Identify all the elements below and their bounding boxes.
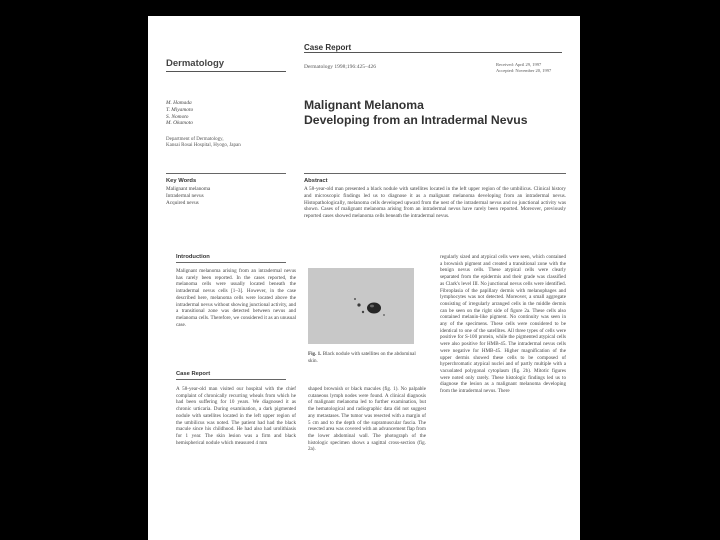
journal-rule [166, 71, 286, 72]
citation: Dermatology 1998;196:425–426 [304, 64, 376, 70]
introduction-heading: Introduction [176, 254, 210, 260]
column-2-text: shaped brownish or black macules (fig. 1). No palpable cutaneous lymph nodes were found. A clinical diagnosis of malignant melanoma led to further examination, but the hematological and radiographic data did not suggest any metastases. The tumor was resected with a margin of 5 cm and to the depth of the supramuscular fascia. The resected area was covered with an advancement flap from the lower abdominal wall. The photograph of the histologic specimen shows a sagittal cross-section (fig. 2a). [308, 386, 426, 453]
journal-name: Dermatology [166, 58, 225, 69]
authors [166, 100, 193, 127]
title-line: Developing from an Intradermal Nevus [304, 112, 528, 127]
affiliation [166, 137, 241, 149]
abstract-text: A 58-year-old man presented a black nodule with satellites located in the left upper region of the umbilicus. Clinical history and microscopic findings led us to diagnose it as a malignant melanoma developing from an intradermal nevus. Histopathologically, melanoma cells developed upward from the nest of the intradermal nevus and no junctional activity was shown. Cases of malignant melanoma arising from an intradermal nevus have rarely been reported. Moreover, previously reported cases showed melanoma cells beneath the intradermal nevus. [304, 186, 566, 220]
keyword: Malignant melanoma [166, 186, 211, 192]
keywords-rule [166, 173, 286, 174]
introduction-rule [176, 262, 286, 263]
keyword: Intradermal nevus [166, 192, 204, 199]
accepted-date: Accepted: November 20, 1997 [496, 67, 552, 73]
header-rule [304, 52, 562, 53]
figure-label: Fig. 1. [308, 351, 322, 357]
dates [496, 62, 551, 73]
paper-title [304, 98, 564, 127]
title-line: Malignant Melanoma [304, 98, 424, 112]
author: S. Nomoto [166, 113, 189, 120]
author: M. Hamada [166, 100, 192, 106]
case-report-text: A 58-year-old man visited our hospital with the chief complaint of chronically recurring wheals from which he had been suffering for 10 years. We diagnosed it as chronic urticaria. During examination, a dark pigmented nodule with satellites located in the left upper region of the umbilicus was noted. The patient had had the black macule since his childhood. He had also had urolithiasis for 1 year. The skin lesion was a firm and black hemispherical nodule which measured 4 mm [176, 386, 296, 446]
case-report-rule [176, 379, 286, 380]
author: M. Okamoto [166, 120, 193, 127]
black-nodule-image [308, 268, 414, 344]
figure-photo [308, 268, 414, 344]
figure-caption [308, 351, 418, 364]
keyword: Acquired nevus [166, 199, 199, 206]
paper-page [148, 16, 580, 540]
affiliation-line: Department of Dermatology, [166, 137, 224, 142]
introduction-text: Malignant melanoma arising from an intradermal nevus has rarely been reported. In the cases reported, the melanoma cells were usually located beneath the intradermal nevus cells [1–3]. However, in the case described here, melanoma cells were located above the intradermal nevus without showing junctional activity, and a transitional zone was detected between nevus and melanoma cells. Therefore, we considered it as an unusual case. [176, 268, 296, 328]
abstract-heading: Abstract [304, 178, 328, 184]
column-3-text: regularly sized and atypical cells were seen, which contained a brownish pigment and created a transitional zone with the benign nevus cells. These atypical cells were clearly separated from the epidermis and their grade was classified as Clark's level III. No junctional nevus cells were identified. Fibroplasia of the papillary dermis with melanophages and lymphocytes was not detected. Moreover, a small aggregate consisting of irregularly arranged cells in the middle dermis can be seen on the right side of figure 2a. These cells also contained melanin-like pigment. No continuity was seen in any of the specimens. These cells were considered to be identical to one of the satellites. All three types of cells were positive for S-100 protein, while the pigmented atypical cells were also positive for HMB-45. The intradermal nevus cells were negative for HMB-45. Higher magnification of the upper dermis showed these cells to be composed of hyperchromatic atypical nuclei and of partly multiple with a vacuolated polygonal cytoplasm (fig. 2b). Mitotic figures were noted only rarely. These histologic findings led us to diagnose the lesion as a malignant melanoma developing from the intradermal nevus. There [440, 254, 566, 395]
section-type: Case Report [304, 43, 352, 52]
abstract-rule [304, 173, 566, 174]
case-report-heading: Case Report [176, 371, 211, 377]
affiliation-line: Kansai Rosai Hospital, Hyogo, Japan [166, 143, 241, 148]
received-date: Received: April 29, 1997 [496, 62, 542, 67]
keywords-list [166, 186, 210, 206]
figure-caption-text: Black nodule with satellites on the abdominal skin. [308, 351, 416, 364]
keywords-heading: Key Words [166, 178, 197, 184]
author: T. Miyamoto [166, 106, 194, 113]
